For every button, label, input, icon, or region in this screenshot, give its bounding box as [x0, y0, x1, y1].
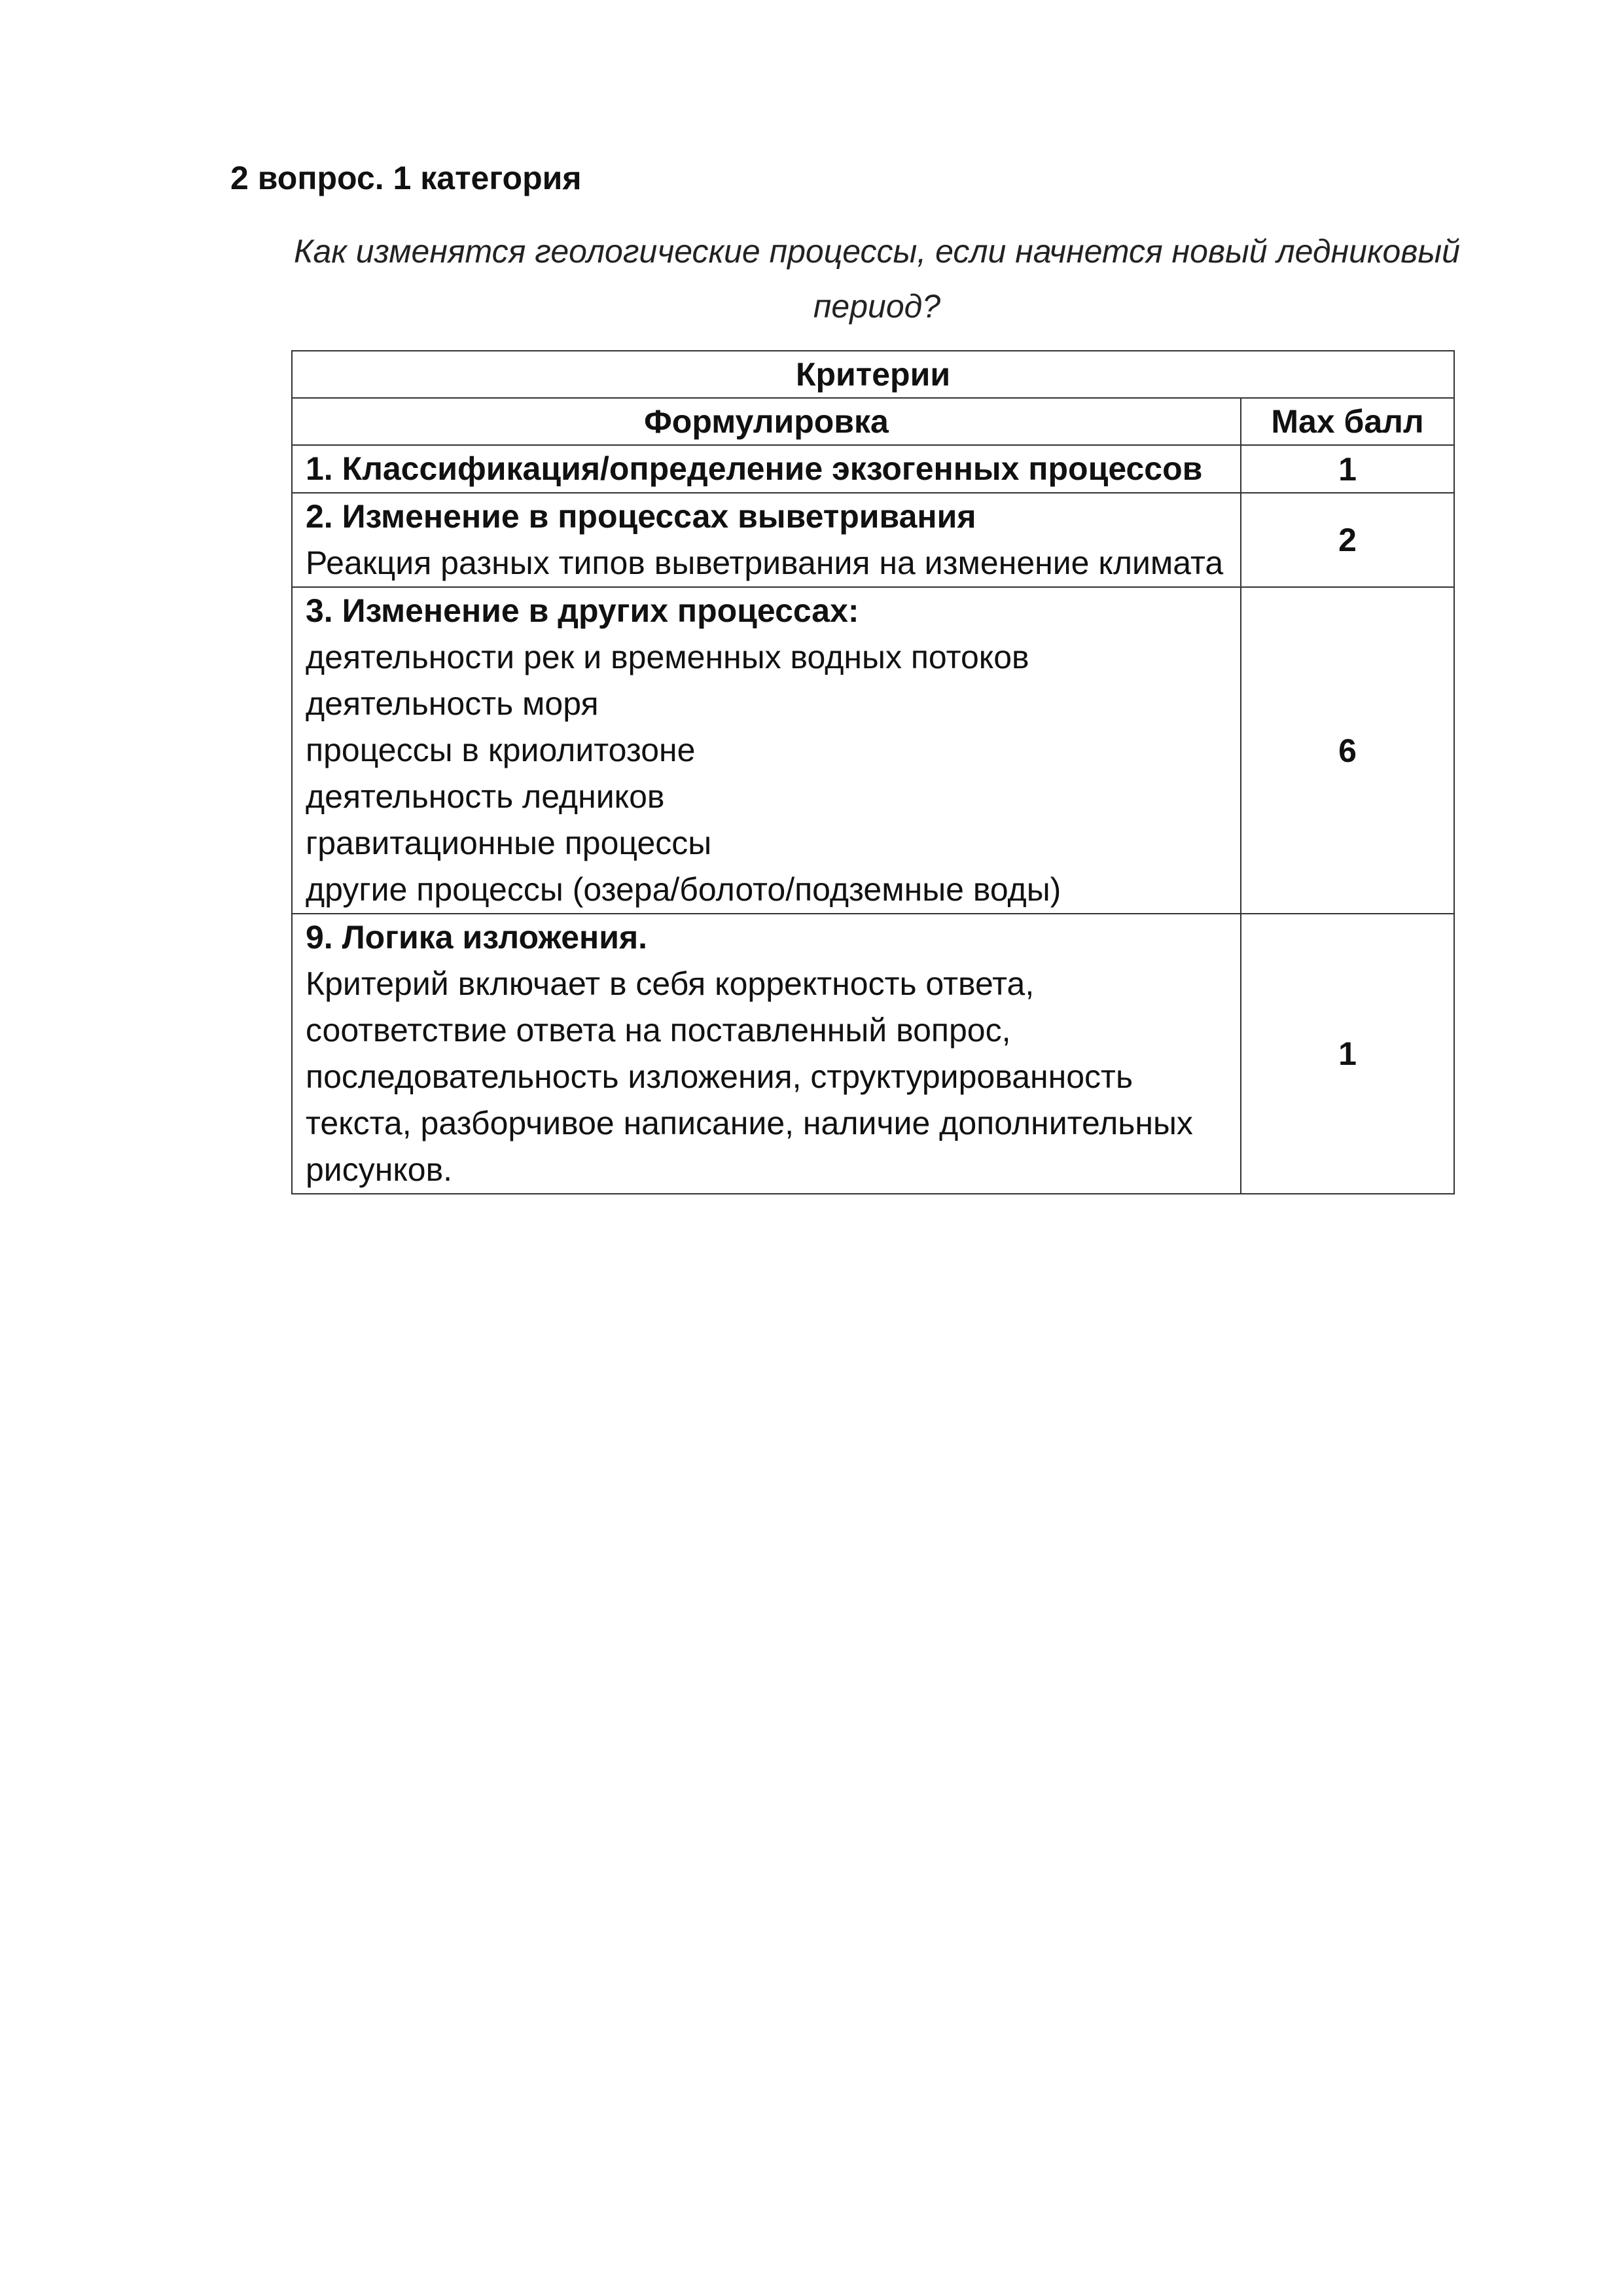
- table-caption-row: [292, 351, 1454, 398]
- column-header-text: Формулировка: [292, 398, 1241, 445]
- criterion-description: Реакция разных типов выветривания на изменение климата: [306, 545, 1224, 581]
- criterion-cell: [292, 587, 1241, 914]
- question-text: Как изменятся геологические процессы, если начнется новый ледниковый период?: [293, 233, 1460, 325]
- criterion-title: 1. Классификация/определение экзогенных процессов: [306, 450, 1203, 487]
- criterion-item: деятельность ледников: [306, 778, 665, 815]
- criterion-score: 6: [1241, 587, 1454, 914]
- criterion-title: 9. Логика изложения.: [306, 919, 648, 956]
- criteria-table: [291, 350, 1455, 1194]
- criterion-item: гравитационные процессы: [306, 825, 712, 861]
- criterion-item: другие процессы (озера/болото/подземные воды): [306, 871, 1061, 908]
- table-row: [292, 445, 1454, 493]
- table-row: [292, 493, 1454, 587]
- table-row: [292, 587, 1454, 914]
- table-row: [292, 914, 1454, 1194]
- criterion-cell: [292, 914, 1241, 1194]
- criterion-title: 3. Изменение в других процессах:: [306, 592, 859, 629]
- criterion-score: 1: [1241, 914, 1454, 1194]
- criterion-cell: [292, 445, 1241, 493]
- criterion-item: деятельности рек и временных водных потоков: [306, 639, 1029, 675]
- column-header-score: Max балл: [1241, 398, 1454, 445]
- table-caption: Критерии: [292, 351, 1454, 398]
- criterion-item: деятельность моря: [306, 685, 599, 722]
- question-heading: 2 вопрос. 1 категория: [230, 160, 582, 196]
- criterion-cell: [292, 493, 1241, 587]
- criterion-description: Критерий включает в себя корректность ответа, соответствие ответа на поставленный вопрос, последовательность изложения, структурированность текста, разборчивое написание, наличие дополнительных рисунков.: [306, 965, 1193, 1188]
- criterion-title: 2. Изменение в процессах выветривания: [306, 498, 976, 535]
- criterion-score: 2: [1241, 493, 1454, 587]
- table-header-row: [292, 398, 1454, 445]
- criterion-item: процессы в криолитозоне: [306, 732, 696, 768]
- criterion-score: 1: [1241, 445, 1454, 493]
